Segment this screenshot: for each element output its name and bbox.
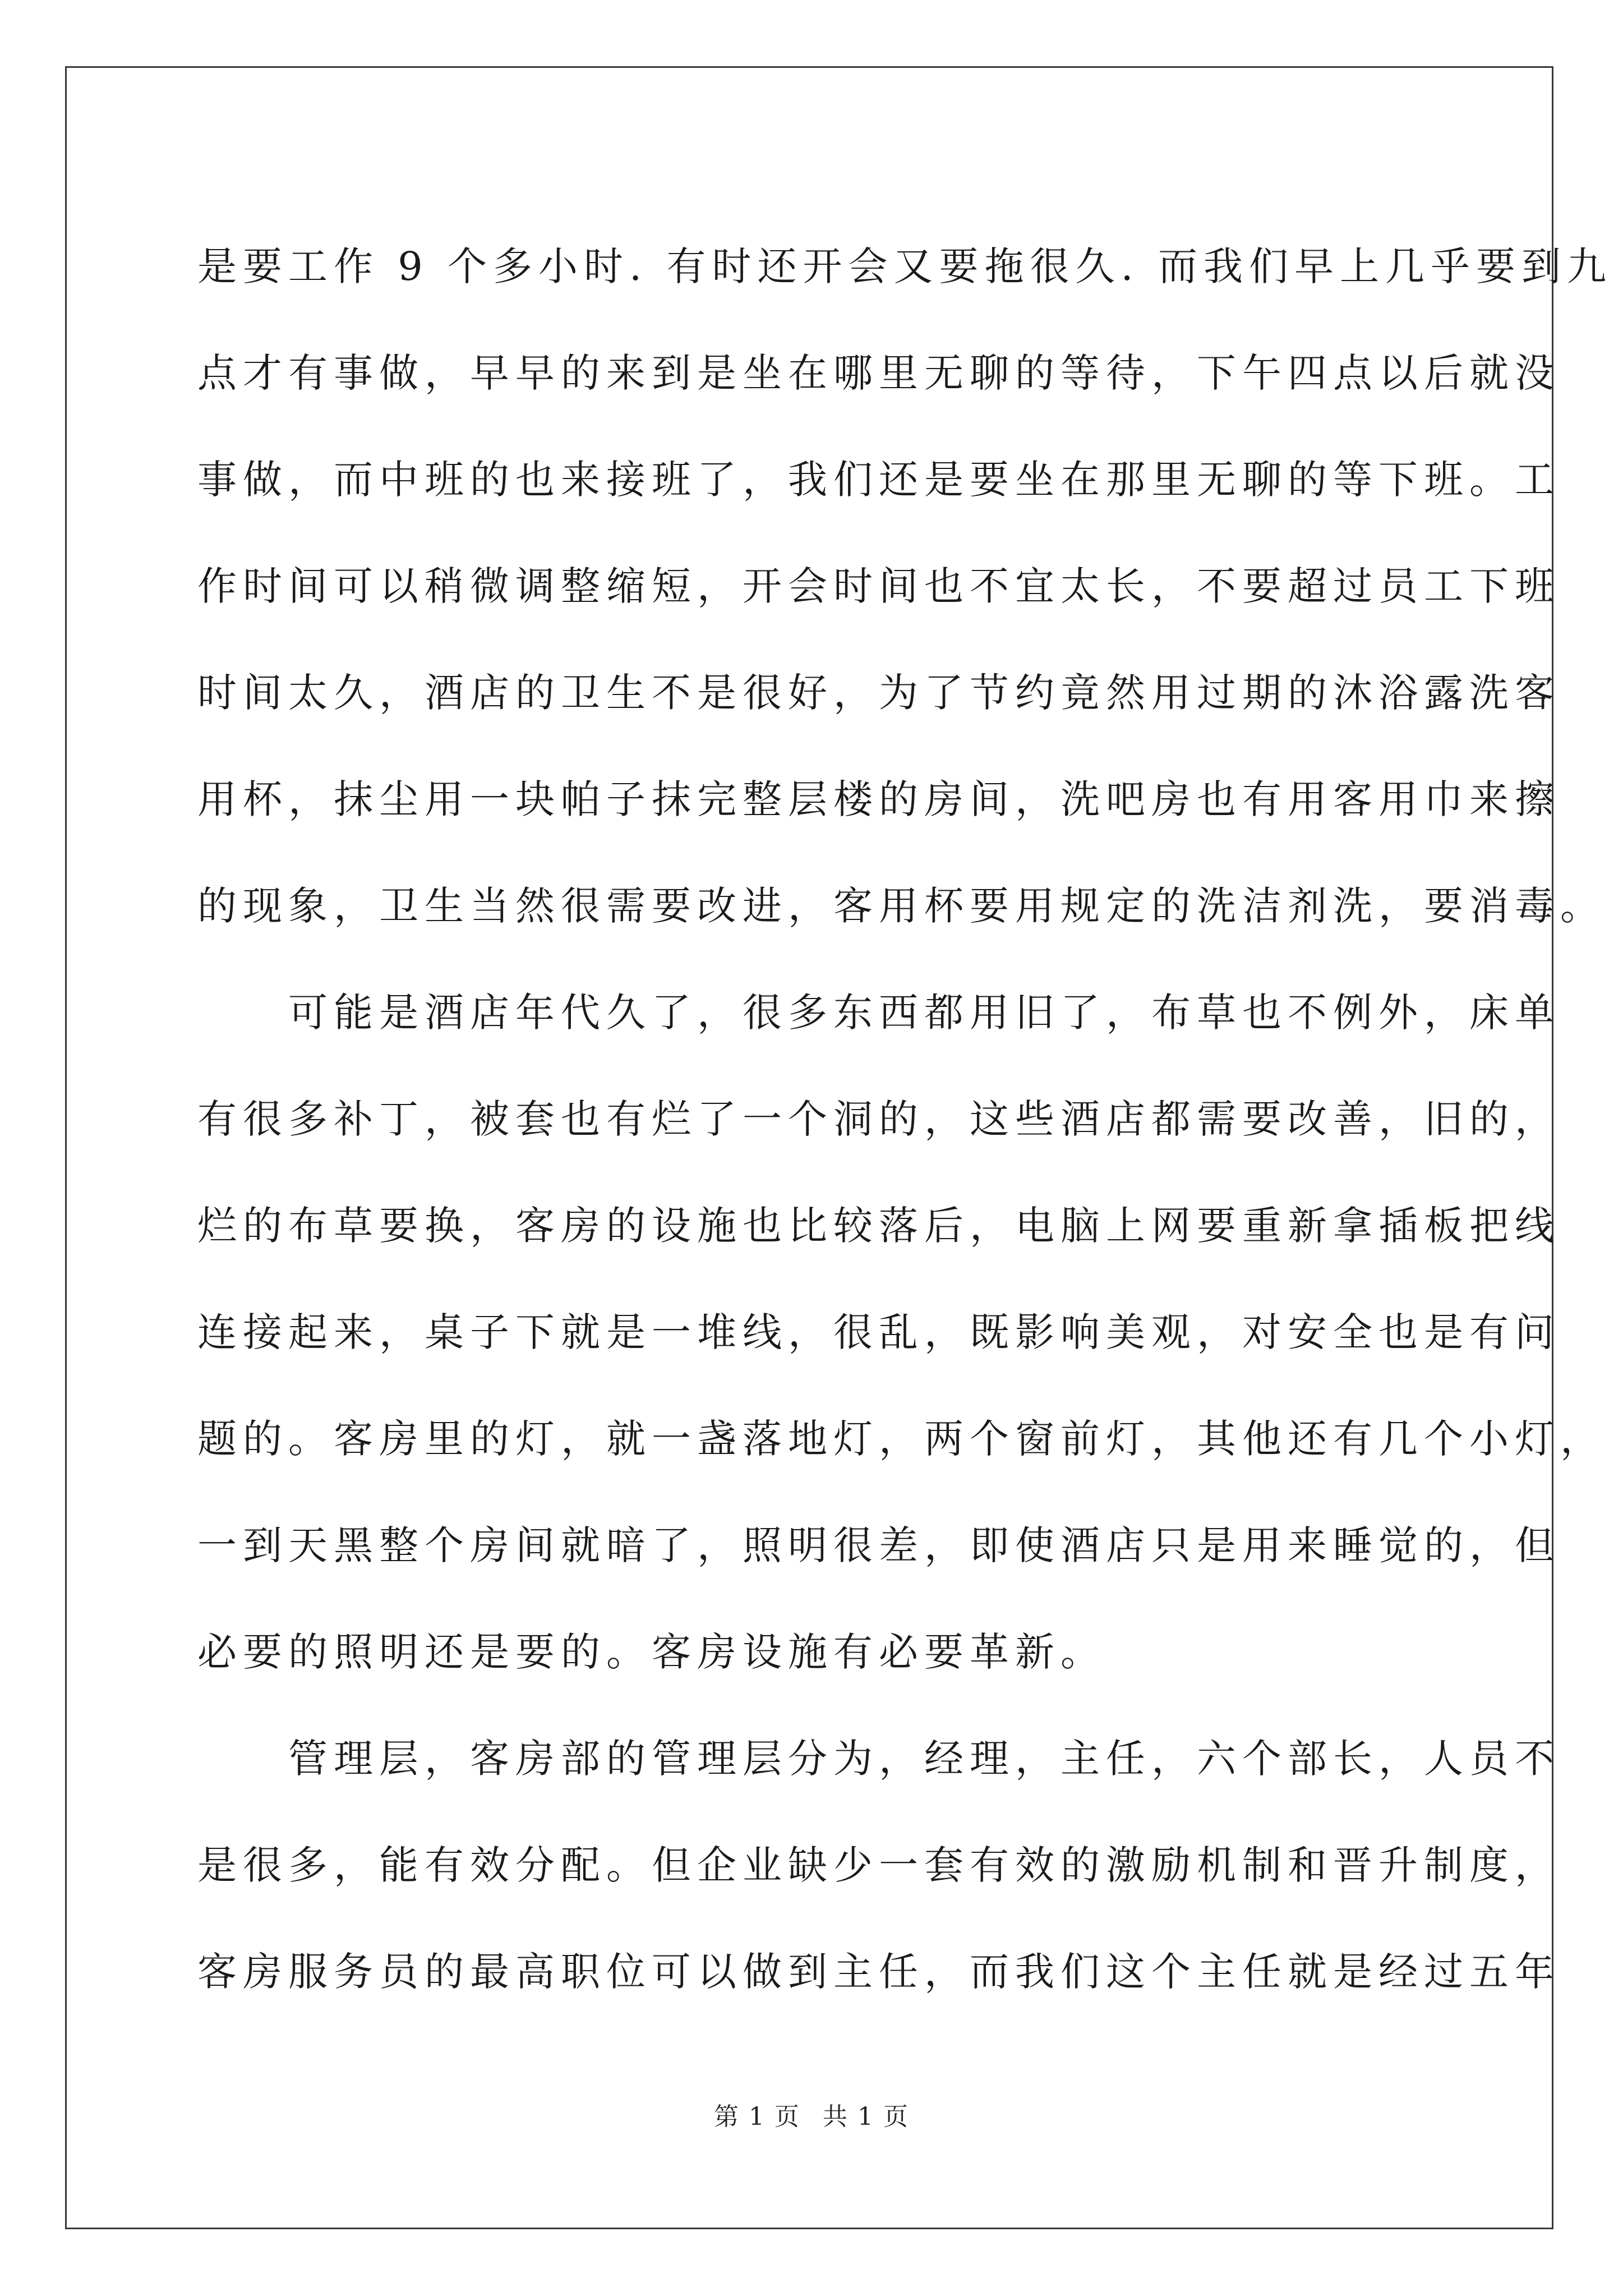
text-line: 作时间可以稍微调整缩短，开会时间也不宜太长，不要超过员工下班 <box>197 563 1560 609</box>
text-line: 事做，而中班的也来接班了，我们还是要坐在那里无聊的等下班。工 <box>197 457 1560 503</box>
text-line: 题的。客房里的灯，就一盏落地灯，两个窗前灯，其他还有几个小灯， <box>197 1416 1606 1462</box>
text-line: 有很多补丁，被套也有烂了一个洞的，这些酒店都需要改善，旧的， <box>197 1096 1560 1142</box>
text-line: 烂的布草要换，客房的设施也比较落后，电脑上网要重新拿插板把线 <box>197 1203 1560 1249</box>
text-line: 用杯，抹尘用一块帕子抹完整层楼的房间，洗吧房也有用客用巾来擦 <box>197 776 1560 822</box>
text-line: 连接起来，桌子下就是一堆线，很乱，既影响美观，对安全也是有问 <box>197 1309 1560 1355</box>
text-line: 是很多，能有效分配。但企业缺少一套有效的激励机制和晋升制度， <box>197 1842 1560 1888</box>
text-line: 一到天黑整个房间就暗了，照明很差，即使酒店只是用来睡觉的，但 <box>197 1522 1560 1568</box>
text-line: 必要的照明还是要的。客房设施有必要革新。 <box>197 1629 1106 1675</box>
text-line: 管理层，客房部的管理层分为，经理，主任，六个部长，人员不 <box>197 1736 1560 1782</box>
text-line: 的现象，卫生当然很需要改进，客用杯要用规定的洗洁剂洗，要消毒。 <box>197 883 1606 929</box>
text-line: 点才有事做，早早的来到是坐在哪里无聊的等待，下午四点以后就没 <box>197 350 1560 396</box>
page-total: 共 1 页 <box>823 2102 909 2131</box>
document-body <box>197 213 1613 2025</box>
page-footer <box>0 2100 1623 2134</box>
text-line: 客房服务员的最高职位可以做到主任，而我们这个主任就是经过五年 <box>197 1949 1560 1995</box>
page-number: 第 1 页 <box>714 2102 800 2131</box>
text-line: 可能是酒店年代久了，很多东西都用旧了，布草也不例外，床单 <box>197 990 1560 1036</box>
text-line: 时间太久，酒店的卫生不是很好，为了节约竟然用过期的沐浴露洗客 <box>197 670 1560 716</box>
text-line: 是要工作 9 个多小时. 有时还开会又要拖很久. 而我们早上几乎要到九 <box>197 243 1613 289</box>
